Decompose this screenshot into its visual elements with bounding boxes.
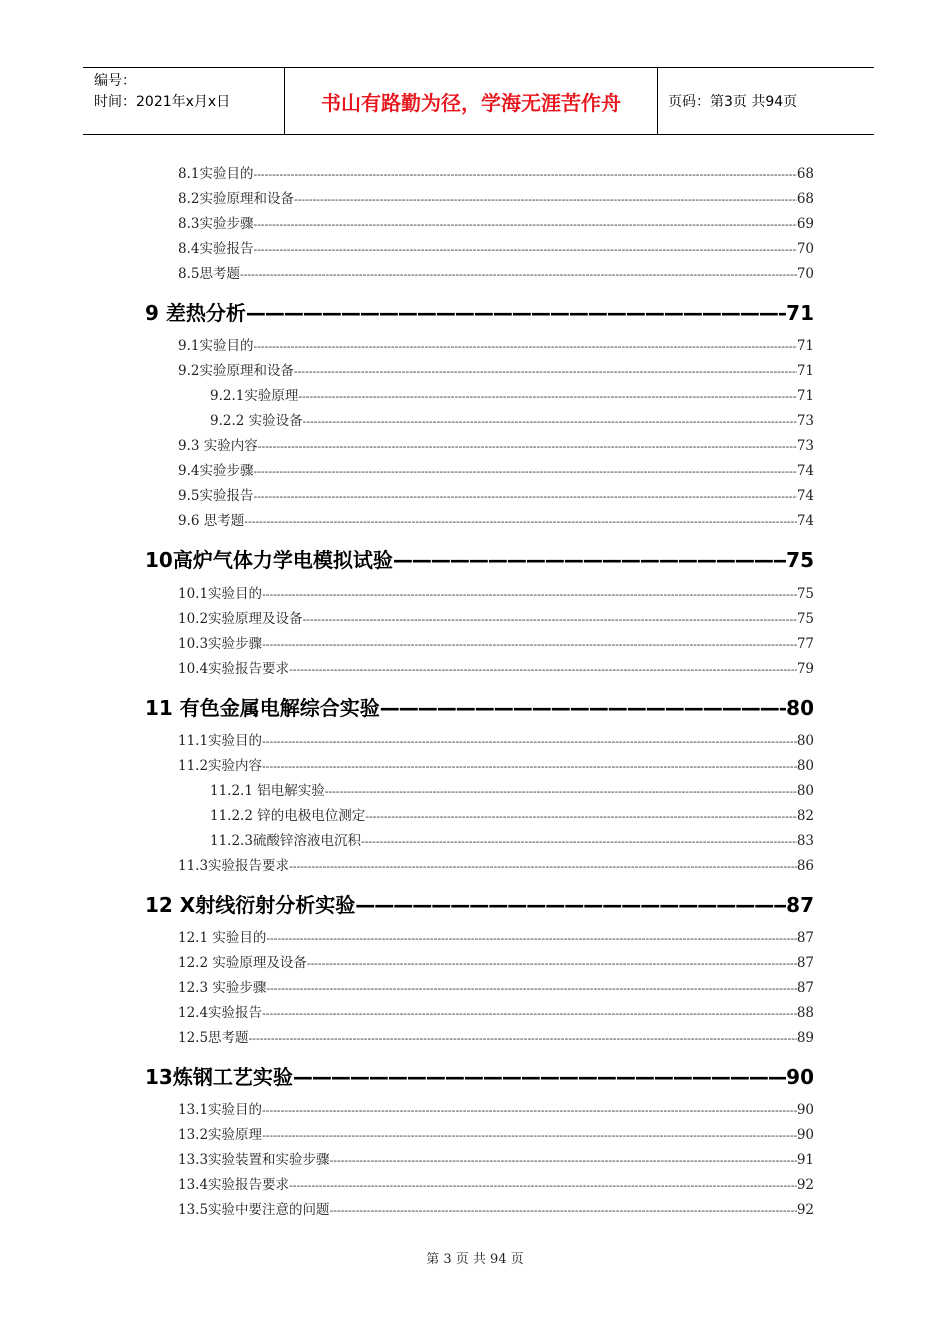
number-label: 编号： — [94, 73, 136, 89]
toc-entry[interactable]: 13.4实验报告要求 ----- 92 — [178, 1173, 814, 1193]
toc-entry[interactable]: 8.1实验目的 ----- 68 — [178, 162, 814, 182]
toc-entry[interactable]: 8.5思考题 ----- 70 — [178, 262, 814, 282]
toc-entry[interactable]: 8.2实验原理和设备 ----- 68 — [178, 187, 814, 207]
toc-entry[interactable]: 10.4实验报告要求 ----- 79 — [178, 657, 814, 677]
toc-entry[interactable]: 9.4实验步骤 ----- 74 — [178, 459, 814, 479]
toc-entry[interactable]: 11.2实验内容 ----- 80 — [178, 754, 814, 774]
toc-entry[interactable]: 13.2实验原理 ----- 90 — [178, 1123, 814, 1143]
toc-entry[interactable]: 10.2实验原理及设备 ----- 75 — [178, 607, 814, 627]
toc-entry[interactable]: 10.1实验目的 ----- 75 — [178, 582, 814, 602]
toc-entry[interactable]: 12.2 实验原理及设备 ----- 87 — [178, 951, 814, 971]
toc-entry[interactable]: 10.3实验步骤 ----- 77 — [178, 632, 814, 652]
page-header — [83, 67, 874, 135]
toc-subentry[interactable]: 9.2.2 实验设备 ----- 73 — [210, 409, 814, 429]
toc-entry[interactable]: 12.4实验报告 ----- 88 — [178, 1001, 814, 1021]
toc-entry[interactable]: 9.2实验原理和设备 ----- 71 — [178, 359, 814, 379]
toc-entry[interactable]: 13.3实验装置和实验步骤 ----- 91 — [178, 1148, 814, 1168]
toc-entry[interactable]: 11.3实验报告要求 ----- 86 — [178, 854, 814, 874]
toc-chapter[interactable]: 10高炉气体力学电模拟试验 ————— 75 — [145, 544, 814, 573]
toc-entry[interactable]: 9.1实验目的 ----- 71 — [178, 334, 814, 354]
toc-chapter[interactable]: 12 X射线衍射分析实验 ————— 87 — [145, 889, 814, 918]
toc-chapter[interactable]: 11 有色金属电解综合实验 ————— 80 — [145, 692, 814, 721]
toc-entry[interactable]: 8.3实验步骤 ----- 69 — [178, 212, 814, 232]
toc-chapter[interactable]: 13炼钢工艺实验 ————— 90 — [145, 1061, 814, 1090]
toc-entry[interactable]: 8.4实验报告 ----- 70 — [178, 237, 814, 257]
header-meta — [83, 68, 285, 134]
toc-entry[interactable]: 9.6 思考题 ----- 74 — [178, 509, 814, 529]
toc-entry[interactable]: 12.5思考题 ----- 89 — [178, 1026, 814, 1046]
toc-entry[interactable]: 9.5实验报告 ----- 74 — [178, 484, 814, 504]
time-label: 时间：2021年x月x日 — [94, 94, 231, 110]
toc-entry[interactable]: 13.5实验中要注意的问题 ----- 92 — [178, 1198, 814, 1218]
header-motto: 书山有路勤为径，学海无涯苦作舟 — [285, 68, 658, 134]
toc-subentry[interactable]: 9.2.1实验原理 ----- 71 — [210, 384, 814, 404]
toc-entry[interactable]: 11.1实验目的 ----- 80 — [178, 729, 814, 749]
toc-subentry[interactable]: 11.2.3硫酸锌溶液电沉积 ----- 83 — [210, 829, 814, 849]
toc-subentry[interactable]: 11.2.1 铝电解实验 ----- 80 — [210, 779, 814, 799]
toc-entry[interactable]: 12.1 实验目的 ----- 87 — [178, 926, 814, 946]
page-footer: 第 3 页 共 94 页 — [426, 1252, 524, 1267]
toc-chapter[interactable]: 9 差热分析 ————— 71 — [145, 297, 814, 326]
toc-entry[interactable]: 13.1实验目的 ----- 90 — [178, 1098, 814, 1118]
toc-entry[interactable]: 9.3 实验内容 ----- 73 — [178, 434, 814, 454]
header-page-info: 页码：第3页 共94页 — [668, 94, 798, 110]
toc-subentry[interactable]: 11.2.2 锌的电极电位测定 ----- 82 — [210, 804, 814, 824]
toc-entry[interactable]: 12.3 实验步骤 ----- 87 — [178, 976, 814, 996]
